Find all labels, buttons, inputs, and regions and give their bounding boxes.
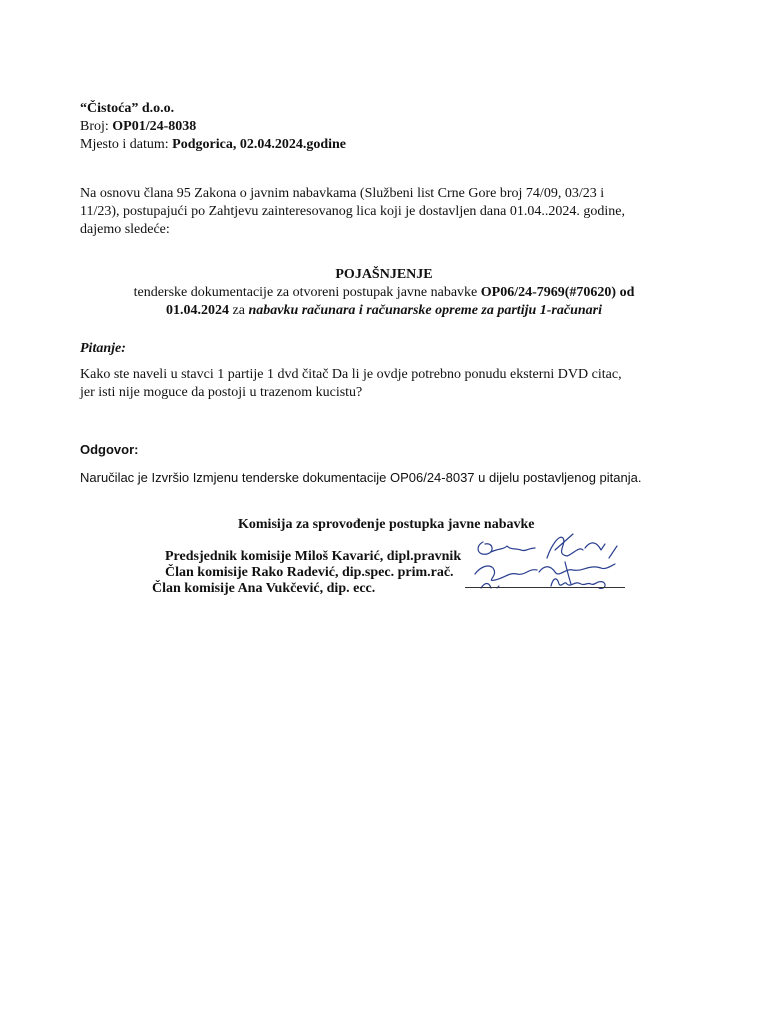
procurement-subject: nabavku računara i računarske opreme za partiju 1-računari	[248, 303, 602, 318]
title-line-1-text: tenderske dokumentacije za otvoreni postupak javne nabavke	[133, 285, 478, 300]
place-and-date	[80, 136, 346, 154]
document-heading: POJAŠNJENJE	[335, 267, 433, 282]
question-label: Pitanje:	[80, 341, 126, 356]
document-number-label: Broj:	[80, 119, 109, 134]
document-number	[80, 118, 196, 136]
intro-line-3: dajemo sledeće:	[80, 222, 170, 237]
intro-line-1: Na osnovu člana 95 Zakona o javnim nabavkama (Službeni list Crne Gore broj 74/09, 03/23 i	[80, 186, 605, 201]
answer-text: Naručilac je Izvršio Izmjenu tenderske dokumentacije OP06/24-8037 u dijelu postavljenog pitanja.	[80, 470, 642, 485]
signatures	[455, 528, 640, 598]
procurement-code: OP06/24-7969(#70620) od	[480, 285, 635, 300]
title-line-2	[0, 302, 768, 320]
commission-member-2: Član komisije Rako Radević, dip.spec. prim.rač.	[165, 565, 454, 580]
title-za: za	[232, 303, 245, 318]
commission-title: Komisija za sprovođenje postupka javne nabavke	[238, 517, 535, 532]
intro-line-2: 11/23), postupajući po Zahtjevu zainteresovanog lica koji je dostavljen dana 01.04..2024. godine,	[80, 204, 625, 219]
signature-line	[465, 587, 625, 588]
answer-label: Odgovor:	[80, 442, 139, 457]
commission-member-1: Predsjednik komisije Miloš Kavarić, dipl.pravnik	[165, 549, 462, 564]
question-line-2: jer isti nije moguce da postoji u trazenom kucistu?	[80, 385, 363, 400]
company-name: “Čistoća” d.o.o.	[80, 101, 175, 116]
place-date-value: Podgorica, 02.04.2024.godine	[172, 137, 347, 152]
question-line-1: Kako ste naveli u stavci 1 partije 1 dvd čitač Da li je ovdje potrebno ponudu eksterni DVD citac,	[80, 367, 622, 382]
place-date-label: Mjesto i datum:	[80, 137, 169, 152]
title-line-1	[0, 284, 768, 302]
commission-member-3: Član komisije Ana Vukčević, dip. ecc.	[152, 581, 376, 596]
document-number-value: OP01/24-8038	[112, 119, 197, 134]
procurement-date: 01.04.2024	[166, 303, 229, 318]
